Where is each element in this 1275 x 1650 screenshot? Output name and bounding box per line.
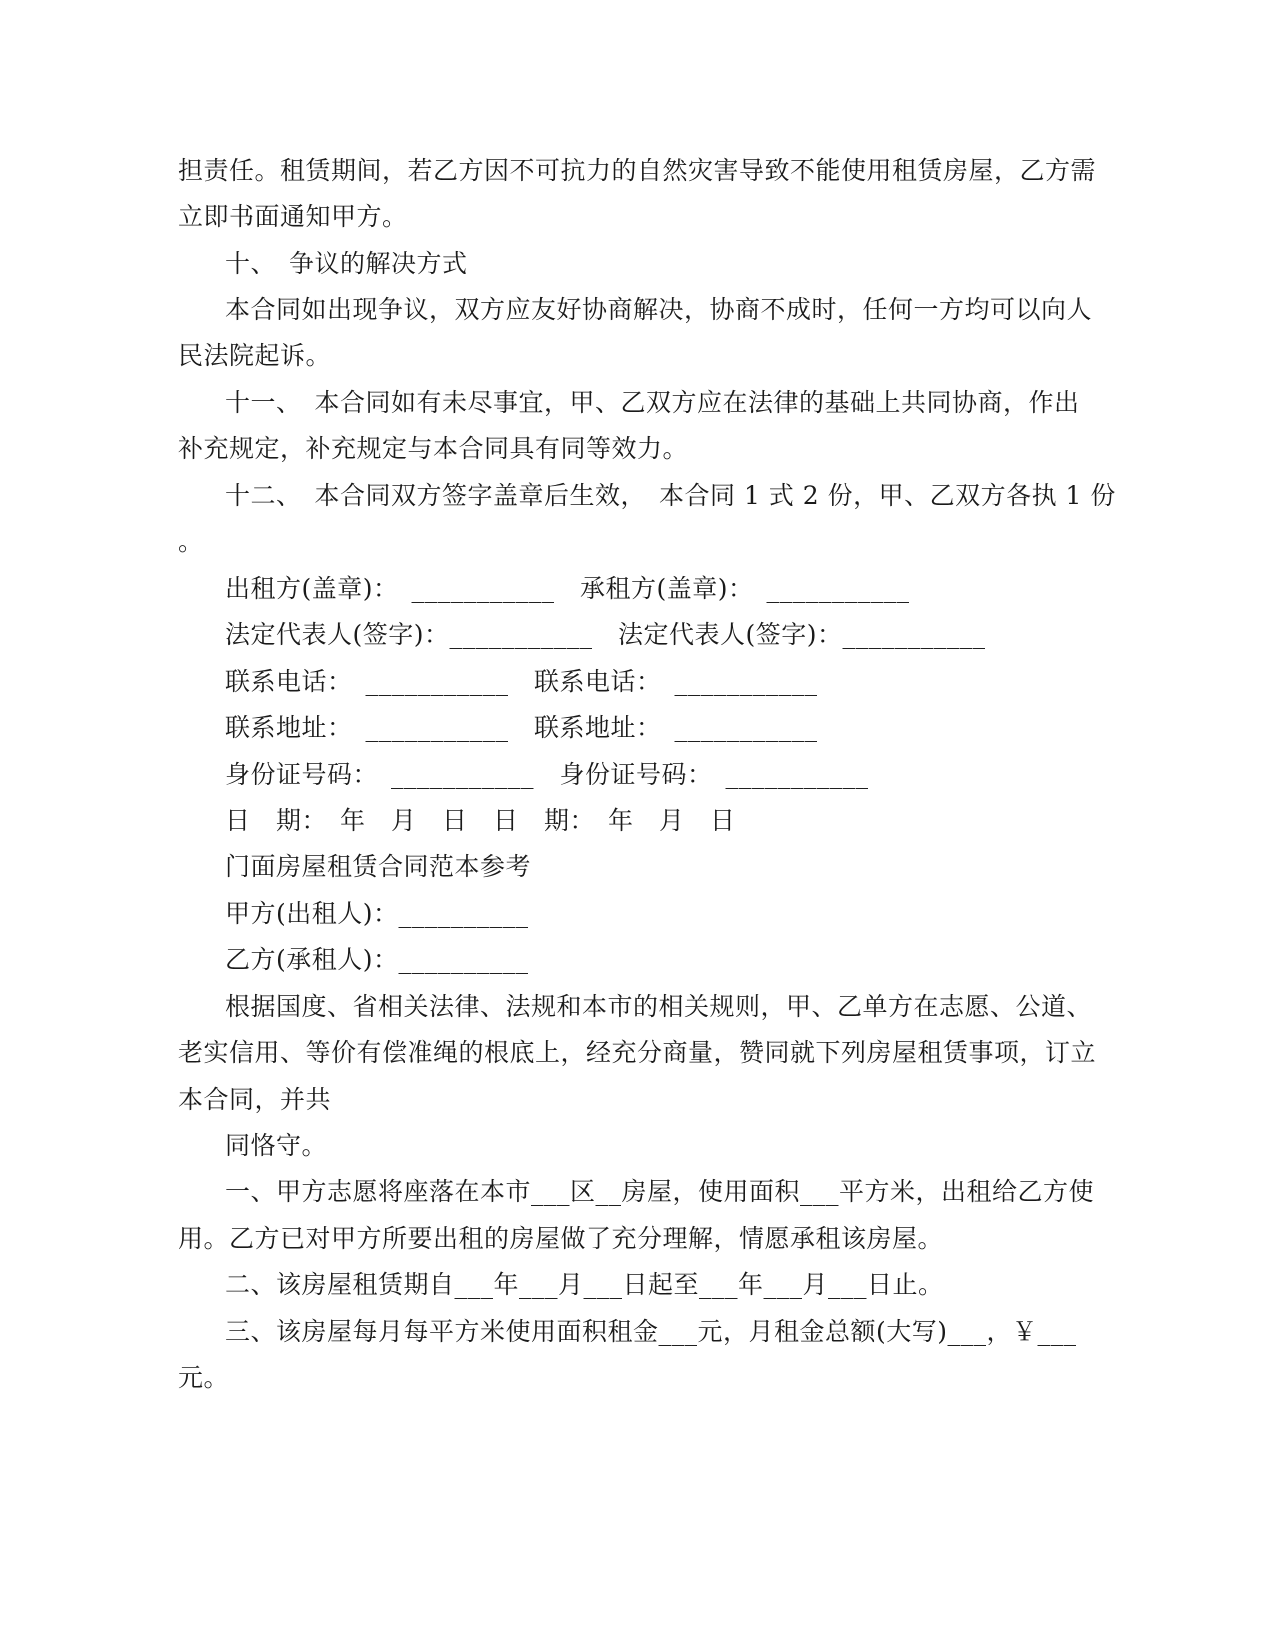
party-b-line: 乙方(承租人)：__________ <box>225 945 529 974</box>
clause-one-line: 用。乙方已对甲方所要出租的房屋做了充分理解，情愿承租该房屋。 <box>178 1224 944 1253</box>
signature-line-address: 联系地址： ___________ 联系地址： ___________ <box>225 713 818 742</box>
signature-line-legal-rep: 法定代表人(签字)：___________ 法定代表人(签字)：___________ <box>225 620 986 649</box>
signature-line-date: 日 期： 年 月 日 日 期： 年 月 日 <box>225 806 736 835</box>
paragraph-line: 老实信用、等价有偿准绳的根底上，经充分商量，赞同就下列房屋租赁事项，订立 <box>178 1038 1097 1067</box>
paragraph-line: 担责任。租赁期间，若乙方因不可抗力的自然灾害导致不能使用租赁房屋，乙方需 <box>178 156 1097 185</box>
signature-line-id-number: 身份证号码： ___________ 身份证号码： ___________ <box>225 760 869 789</box>
paragraph-line: 十二、 本合同双方签字盖章后生效， 本合同 1 式 2 份，甲、乙双方各执 1 份 <box>225 481 1116 510</box>
section-heading: 十、 争议的解决方式 <box>225 249 468 278</box>
clause-three-line: 元。 <box>178 1363 230 1392</box>
paragraph-line: 立即书面通知甲方。 <box>178 202 408 231</box>
party-a-line: 甲方(出租人)：__________ <box>225 899 529 928</box>
paragraph-line: 本合同，并共 <box>178 1085 332 1114</box>
paragraph-line: 十一、 本合同如有未尽事宜，甲、乙双方应在法律的基础上共同协商，作出 <box>225 388 1080 417</box>
contract-title: 门面房屋租赁合同范本参考 <box>225 852 532 881</box>
paragraph-line: 民法院起诉。 <box>178 341 332 370</box>
paragraph-line: 补充规定，补充规定与本合同具有同等效力。 <box>178 434 689 463</box>
signature-line-phone: 联系电话： ___________ 联系电话： ___________ <box>225 667 818 696</box>
paragraph-line: 本合同如出现争议，双方应友好协商解决，协商不成时，任何一方均可以向人 <box>225 295 1093 324</box>
paragraph-line: 。 <box>178 527 204 556</box>
clause-three-line: 三、该房屋每月每平方米使用面积租金___元，月租金总额(大写)___，￥___ <box>225 1317 1077 1346</box>
clause-one-line: 一、甲方志愿将座落在本市___区__房屋，使用面积___平方米，出租给乙方使 <box>225 1177 1095 1206</box>
signature-line-lessor: 出租方(盖章)： ___________ 承租方(盖章)： ___________ <box>225 574 910 603</box>
clause-two-line: 二、该房屋租赁期自___年___月___日起至___年___月___日止。 <box>225 1270 944 1299</box>
paragraph-line: 根据国度、省相关法律、法规和本市的相关规则，甲、乙单方在志愿、公道、 <box>225 992 1093 1021</box>
paragraph-line: 同恪守。 <box>225 1131 328 1160</box>
